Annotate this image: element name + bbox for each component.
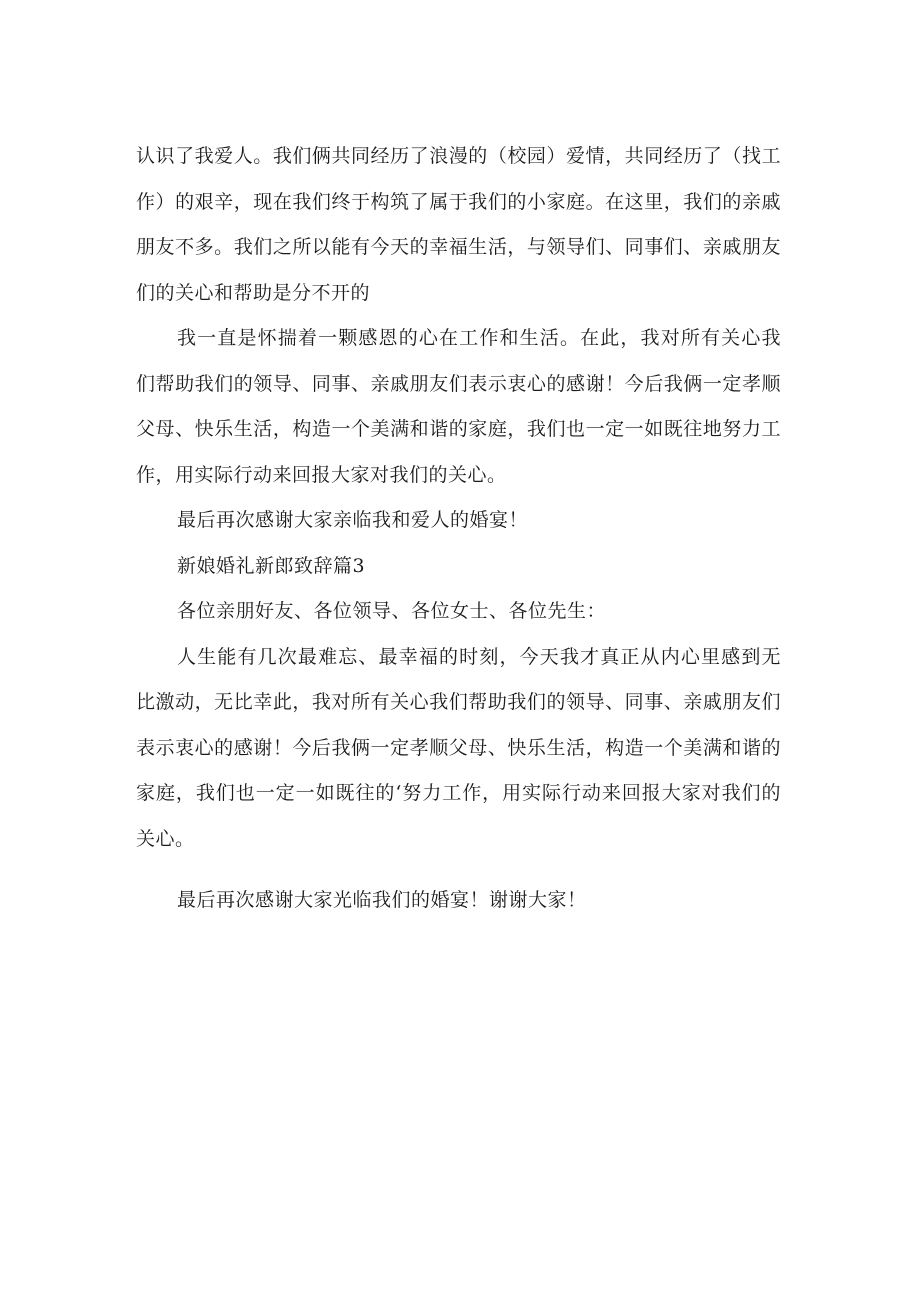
paragraph-1: 认识了我爱人。我们俩共同经历了浪漫的（校园）爱情，共同经历了（找工作）的艰辛，现在我们终于构筑了属于我们的小家庭。在这里，我们的亲戚朋友不多。我们之所以能有今天的幸福生活，与领导们、同事们、亲戚朋友们的关心和帮助是分不开的 — [136, 145, 781, 304]
document-body — [136, 134, 781, 924]
section-heading: 新娘婚礼新郎致辞篇3 — [177, 554, 366, 577]
paragraph-4: 人生能有几次最难忘、最幸福的时刻，今天我才真正从内心里感到无比激动，无比幸此，我对所有关心我们帮助我们的领导、同事、亲戚朋友们表示衷心的感谢！今后我俩一定孝顺父母、快乐生活，构造一个美满和谐的家庭，我们也一定一如既往的‘努力工作，用实际行动来回报大家对我们的关心。 — [136, 645, 781, 850]
paragraph-3: 最后再次感谢大家亲临我和爱人的婚宴！ — [177, 509, 529, 531]
paragraph-2: 我一直是怀揣着一颗感恩的心在工作和生活。在此，我对所有关心我们帮助我们的领导、同事、亲戚朋友们表示衷心的感谢！今后我俩一定孝顺父母、快乐生活，构造一个美满和谐的家庭，我们也一定一如既往地努力工作，用实际行动来回报大家对我们的关心。 — [136, 327, 781, 486]
greeting-line: 各位亲朋好友、各位领导、各位女士、各位先生： — [177, 600, 607, 622]
closing-line: 最后再次感谢大家光临我们的婚宴！谢谢大家！ — [177, 889, 587, 911]
